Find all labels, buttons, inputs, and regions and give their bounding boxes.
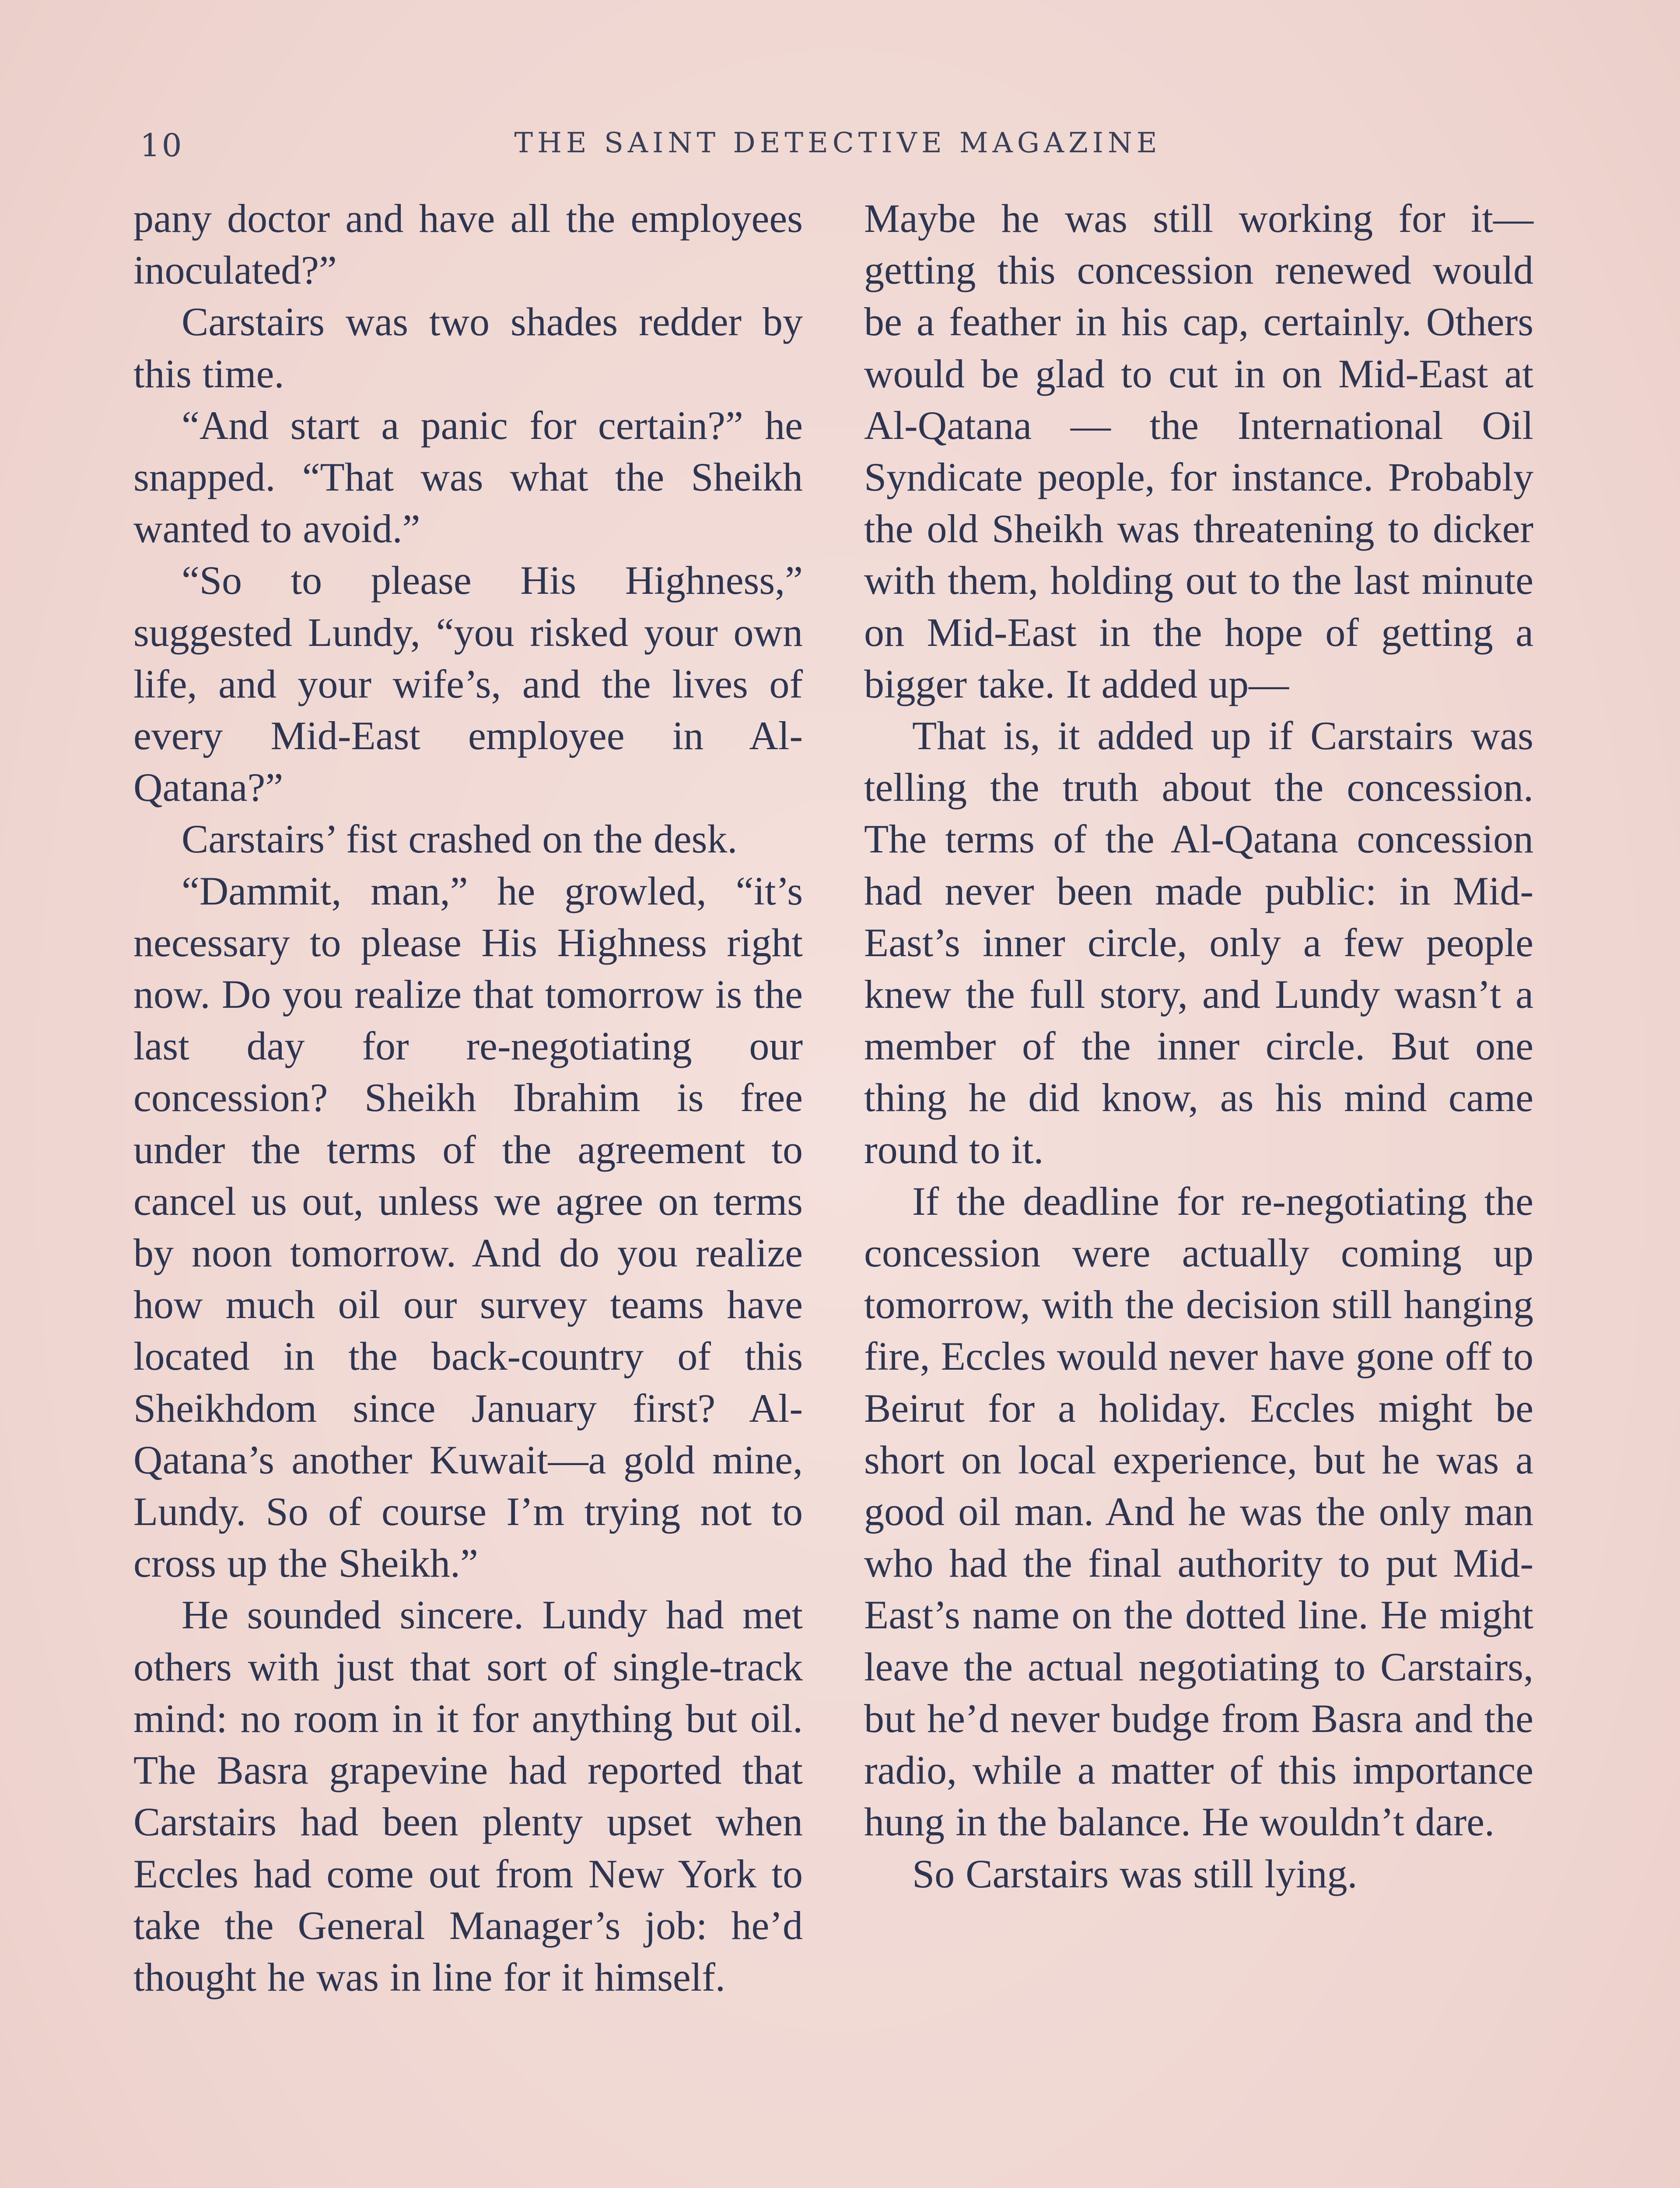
page-header <box>140 127 1536 179</box>
paragraph: Carstairs was two shades redder by this time. <box>133 299 803 396</box>
paragraph: pany doctor and have all the employees inoculated?” <box>133 196 803 293</box>
paragraph: “Dammit, man,” he growled, “it’s necessary to please His Highness right now. Do you realize that tomorrow is the last day for re-negotiating our concession? Sheikh Ibrahim is free under the terms of the agreement to cancel us out, unless we agree on terms by noon tomorrow. And do you realize how much oil our survey teams have located in the back-country of this Sheikhdom since January first? Al-Qatana’s another Kuwait—a gold mine, Lundy. So of course I’m trying not to cross up the Sheikh.” <box>133 868 803 1586</box>
paragraph: Carstairs’ fist crashed on the desk. <box>182 817 738 862</box>
paragraph: If the deadline for re-negotiating the concession were actually coming up tomorrow, with the decision still hanging fire, Eccles would never have gone off to Beirut for a holiday. Eccles might be short on local experience, but he was a good oil man. And he was the only man who had the final authority to put Mid-East’s name on the dotted line. He might leave the actual negotiating to Carstairs, but he’d never budge from Basra and the radio, while a matter of this importance hung in the balance. He wouldn’t dare. <box>864 1178 1533 1844</box>
paragraph: That is, it added up if Carstairs was telling the truth about the concession. The terms of the Al-Qatana concession had never been made public: in Mid-East’s inner circle, only a few people knew the full story, and Lundy wasn’t a member of the inner circle. But one thing he did know, as his mind came round to it. <box>864 713 1533 1172</box>
paragraph: So Carstairs was still lying. <box>912 1851 1358 1896</box>
running-title: THE SAINT DETECTIVE MAGAZINE <box>514 127 1162 159</box>
paragraph: “So to please His Highness,” suggested Lundy, “you risked your own life, and your wife’s, and the lives of every Mid-East employee in Al-Qatana?” <box>133 558 803 810</box>
paragraph: “And start a panic for certain?” he snapped. “That was what the Sheikh wanted to avoid.” <box>133 403 803 551</box>
left-column <box>133 193 803 2003</box>
paragraph: He sounded sincere. Lundy had met others with just that sort of single-track mind: no room in it for anything but oil. The Basra grapevine had reported that Carstairs had been plenty upset when Eccles had come out from New York to take the General Manager’s job: he’d thought he was in line for it himself. <box>133 1592 803 1999</box>
page-number: 10 <box>140 127 184 164</box>
right-column <box>864 193 1533 1900</box>
paragraph: Maybe he was still working for it—getting this concession renewed would be a feather in his cap, certainly. Others would be glad to cut in on Mid-East at Al-Qatana — the International Oil Syndicate people, for instance. Probably the old Sheikh was threatening to dicker with them, holding out to the last minute on Mid-East in the hope of getting a bigger take. It added up— <box>864 196 1533 706</box>
